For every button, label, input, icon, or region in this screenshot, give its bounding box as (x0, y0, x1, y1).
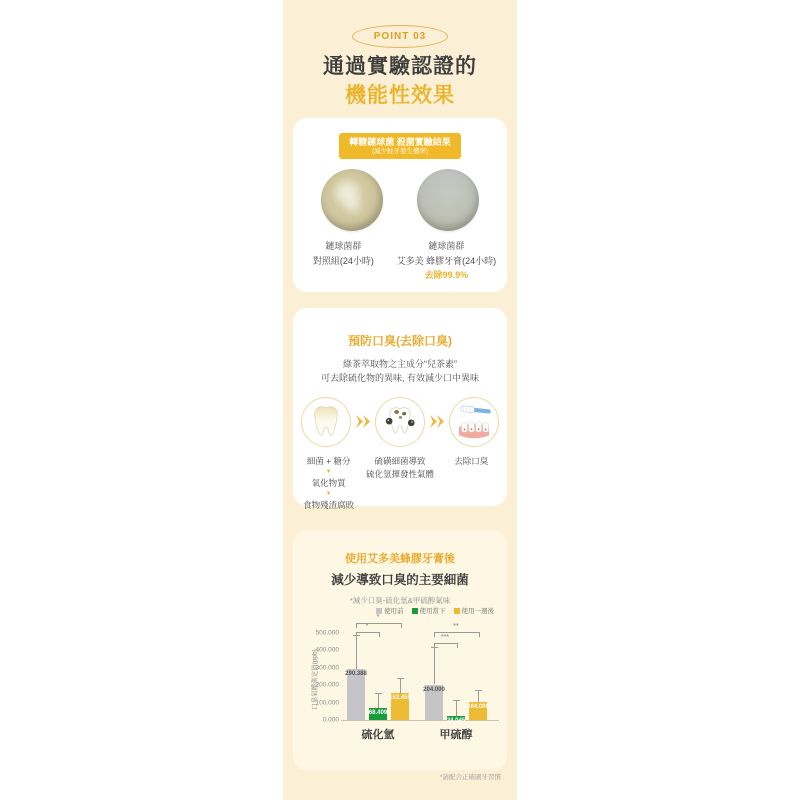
y-axis-tick-label: 400.000 (315, 646, 339, 654)
experiment-badge-title: 轉糖鏈球菌 殺菌實驗結果 (349, 137, 451, 147)
caption-food-debris: 食物殘渣腐敗 (303, 500, 355, 511)
legend-item (412, 606, 446, 615)
significance-bracket (434, 643, 458, 648)
toothbrush-teeth-icon (454, 402, 494, 442)
page-footnote: *請配合正確刷牙習慣 (439, 774, 501, 781)
point-badge-label: POINT 03 (373, 31, 427, 42)
experiment-badge (339, 133, 461, 159)
error-bar-cap (375, 693, 382, 694)
significance-bracket (356, 632, 380, 637)
step-circle-1 (301, 397, 351, 447)
significance-label: * (376, 613, 380, 621)
y-axis-tick-label: 200.000 (315, 681, 339, 689)
error-bar (356, 635, 357, 670)
step-circle-2 (375, 397, 425, 447)
legend-item (454, 606, 495, 615)
chart-legend (376, 606, 494, 615)
y-axis-title: 口臭氣體測定值(ppb) (311, 649, 319, 710)
caption-sulfur-bacteria: 硫磺細菌導致 (374, 455, 426, 466)
y-axis-tick-label: 500.000 (315, 629, 339, 637)
petri-dish-product-image (417, 169, 479, 231)
caption-bacteria-sugar: 細菌 + 糖分 (306, 455, 351, 466)
y-axis-tick-label: 100.000 (315, 699, 339, 707)
legend-swatch-icon (412, 608, 418, 614)
page-title-accent: 機能性效果 (345, 84, 455, 107)
bar-value-label: 24.045 (446, 717, 466, 724)
chart-card-title: 使用艾多美蜂膠牙膏後 (345, 553, 455, 565)
y-axis-tick-label: 300.000 (315, 664, 339, 672)
bar-value-label: 68.409 (368, 710, 388, 717)
caption-oxide: 氧化物質 (311, 478, 346, 489)
bacteria-tooth-icon (380, 402, 420, 442)
product-label-line1: 鏈球菌群 (428, 241, 465, 252)
significance-label: ** (453, 623, 459, 631)
chart-card (293, 530, 507, 770)
error-bar (400, 678, 401, 693)
petri-dish-product-label (390, 239, 503, 282)
category-label: 甲硫醇 (439, 729, 473, 741)
error-bar-cap (475, 690, 482, 691)
description-line1: 綠茶萃取物之主成分“兒茶素” (343, 359, 457, 369)
bar-value-label: 104.000 (467, 703, 489, 710)
chart-card-note: *減少口臭-硫化氫&甲硫醇氣味 (349, 596, 451, 605)
error-bar-cap (453, 700, 460, 701)
legend-label: 使用一週後 (461, 608, 494, 615)
experiment-badge-subtitle: (減少蛀牙發生機率) (371, 148, 429, 156)
error-bar-cap (397, 678, 404, 679)
y-axis-tick-label: 0.000 (322, 716, 339, 724)
step-caption-3 (436, 455, 507, 512)
legend-label: 使用當下 (419, 608, 446, 615)
bar-value-label: 152.455 (389, 695, 411, 702)
category-label: 硫化氫 (361, 729, 395, 741)
bar-chart (293, 613, 507, 750)
arrow-down-icon: ▼ (325, 468, 332, 475)
page-title: 通過實驗認證的 (323, 55, 477, 78)
tooth-icon (306, 402, 346, 442)
step-captions-row (293, 455, 507, 512)
bar-value-label: 204.000 (423, 686, 445, 693)
point-badge (352, 25, 448, 48)
significance-bracket (434, 632, 480, 637)
bad-breath-description (293, 357, 507, 386)
x-axis-line (341, 720, 499, 721)
chevron-right-icon (354, 415, 372, 428)
product-label-line2: 艾多美 蜂膠牙膏(24小時) (396, 255, 497, 266)
chart-card-subtitle: 減少導致口臭的主要細菌 (331, 573, 469, 587)
description-line2: 可去除硫化物的異味, 有效減少口中異味 (320, 373, 479, 384)
legend-label: 使用前 (384, 608, 404, 615)
control-label-line1: 鏈球菌群 (325, 241, 362, 252)
caption-sulfide-gas: 硫化氫揮發性氣體 (365, 468, 434, 479)
petri-dish-row (293, 159, 507, 231)
significance-label: * (365, 623, 369, 631)
step-caption-1 (293, 455, 364, 512)
significance-label: *** (440, 633, 450, 641)
removal-rate-highlight: 去除99.9% (424, 270, 469, 281)
step-circle-3 (449, 397, 499, 447)
error-bar (434, 647, 435, 685)
error-bar (478, 690, 479, 702)
step-caption-2 (364, 455, 435, 512)
petri-dish-control-label (297, 239, 390, 282)
legend-swatch-icon (454, 608, 460, 614)
petri-dish-control-image (321, 169, 383, 231)
petri-dish-labels (293, 239, 507, 282)
process-steps-row (293, 397, 507, 447)
significance-bracket (356, 623, 402, 628)
bar-value-label: 290.388 (345, 671, 367, 678)
arrow-down-icon: ▼ (325, 490, 332, 497)
bad-breath-title: 預防口臭(去除口臭) (348, 334, 452, 348)
chevron-right-icon (428, 415, 446, 428)
caption-remove-bad-breath: 去除口臭 (454, 455, 489, 466)
error-bar (456, 700, 457, 716)
error-bar (378, 693, 379, 708)
bad-breath-card (293, 308, 507, 511)
experiment-result-card (293, 118, 507, 292)
control-label-line2: 對照組(24小時) (312, 255, 374, 266)
